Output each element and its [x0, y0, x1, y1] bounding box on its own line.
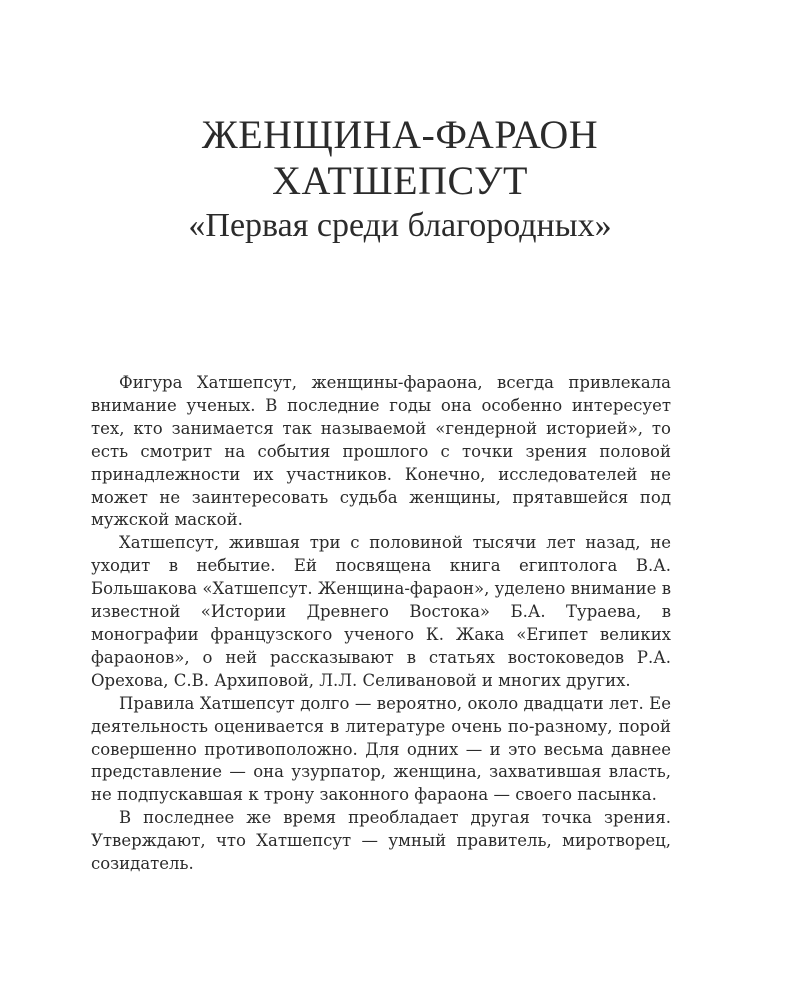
- paragraph: В последнее же время преобладает другая точка зрения. Утверждают, что Хатшепсут — умный правитель, миротворец, созидатель.: [91, 808, 671, 874]
- title-line-2: ХАТШЕПСУТ: [272, 158, 528, 203]
- paragraph: Хатшепсут, жившая три с половиной тысячи лет назад, не уходит в небытие. Ей посвящена книга египтолога В.А. Большакова «Хатшепсут. Женщина-фараон», уделено внимание в известной «Истории Древнего Востока» Б.А. Тураева, в монографии французского ученого К. Жака «Египет великих фараонов», о ней рассказывают в статьях востоковедов Р.А. Орехова, С.В. Архиповой, Л.Л. Селивановой и многих других.: [91, 533, 671, 690]
- paragraph: Правила Хатшепсут долго — вероятно, около двадцати лет. Ее деятельность оценивается в литературе очень по-разному, порой совершенно противоположно. Для одних — и это весьма давнее представление — она узурпатор, женщина, захватившая власть, не подпускавшая к трону законного фараона — своего пасынка.: [91, 693, 671, 805]
- chapter-title: [0, 112, 800, 248]
- paragraph: Фигура Хатшепсут, женщины-фараона, всегда привлекала внимание ученых. В последние годы она особенно интересует тех, кто занимается так называемой «гендерной историей», то есть смотрит на события прошлого с точки зрения половой принадлежности их участников. Конечно, исследователей не может не заинтересовать судьба женщины, прятавшейся под мужской маской.: [91, 373, 671, 530]
- body-text: [91, 372, 671, 876]
- chapter-subtitle: «Первая среди благородных»: [188, 207, 612, 244]
- title-line-1: ЖЕНЩИНА-ФАРАОН: [201, 112, 599, 157]
